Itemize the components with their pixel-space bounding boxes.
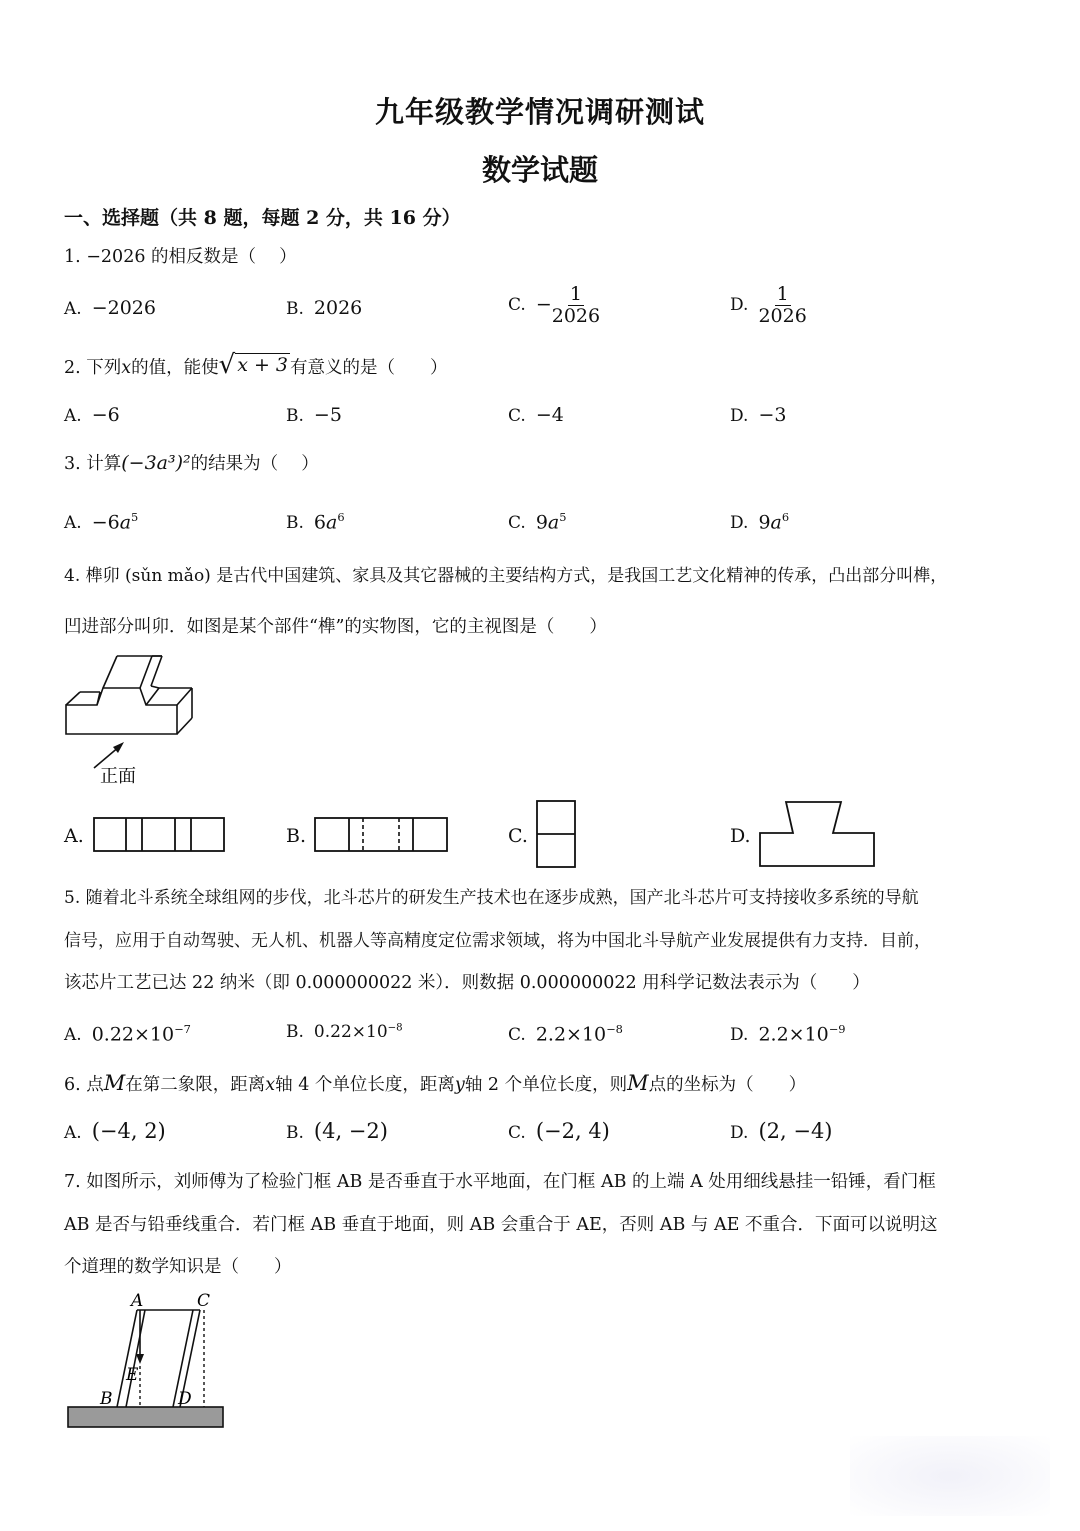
exponent: −8	[387, 1022, 403, 1034]
stem-text: 点的坐标为（ ）	[648, 1075, 807, 1095]
option-value: (−4, 2)	[91, 1119, 166, 1143]
q2-option-d[interactable]	[730, 404, 786, 426]
exam-subtitle: 数学试题	[481, 153, 598, 187]
mantissa: 0.22×10	[91, 1023, 175, 1046]
question-3-stem	[64, 452, 319, 475]
question-7-line-2: AB 是否与铅垂线重合．若门框 AB 垂直于地面，则 AB 会重合于 AE，否则 AB 与 AE 不重合．下面可以说明这	[64, 1215, 938, 1235]
option-label: D.	[730, 1123, 749, 1143]
coefficient: 9	[535, 511, 548, 534]
question-2-stem	[64, 352, 448, 379]
radicand: x + 3	[237, 354, 289, 377]
question-4-line-2: 凹进部分叫卯．如图是某个部件“榫”的实物图，它的主视图是（ ）	[64, 617, 607, 637]
option-value: −6	[91, 404, 120, 426]
q4-option-b-label[interactable]: B.	[286, 825, 307, 847]
ground-bar	[68, 1407, 223, 1427]
base: a	[119, 511, 132, 534]
option-value: (−2, 4)	[535, 1119, 610, 1143]
q2-option-a[interactable]	[64, 404, 120, 426]
option-label: C.	[508, 406, 526, 426]
corner-shading	[850, 1436, 1050, 1516]
q6-option-a[interactable]	[64, 1119, 166, 1143]
q5-option-a[interactable]	[64, 1022, 191, 1045]
q5-option-d[interactable]	[730, 1022, 846, 1045]
q1-option-c[interactable]	[508, 284, 600, 327]
y-axis-var: y	[454, 1075, 465, 1095]
option-label: D.	[730, 295, 749, 316]
option-value: −3	[758, 404, 787, 426]
stem-text: 的值，能使	[131, 358, 219, 378]
q2-option-c[interactable]	[508, 404, 564, 426]
option-value: −2026	[91, 297, 156, 319]
q1-option-d[interactable]	[730, 284, 807, 327]
q4-option-d-figure[interactable]	[758, 800, 878, 870]
coefficient: 9	[758, 511, 771, 534]
option-label: C.	[508, 295, 526, 316]
base: a	[547, 511, 560, 534]
coefficient: 6	[313, 511, 326, 534]
exponent: 6	[781, 510, 790, 524]
point-a-label: A	[131, 1291, 144, 1311]
stem-text: 轴 2 个单位长度，则	[464, 1075, 628, 1095]
stem-text: 在第二象限，距离	[125, 1075, 266, 1095]
q6-option-d[interactable]	[730, 1119, 833, 1143]
exponent: −8	[606, 1022, 623, 1036]
q3-option-a[interactable]	[64, 510, 138, 533]
stem-text: 的结果为（ ）	[190, 454, 319, 474]
q5-option-c[interactable]	[508, 1022, 623, 1045]
mantissa: 2.2×10	[535, 1023, 607, 1046]
option-label: A.	[64, 299, 82, 319]
option-label: A.	[64, 1025, 82, 1046]
question-6-stem	[64, 1071, 806, 1096]
tenon-3d-figure	[60, 650, 210, 790]
option-label: B.	[286, 1123, 304, 1143]
point-b-label: B	[100, 1389, 113, 1409]
exponent: −9	[828, 1022, 846, 1036]
option-label: B.	[286, 299, 304, 319]
question-1-stem: 1. −2026 的相反数是（ ）	[64, 247, 297, 267]
option-label: D.	[730, 513, 749, 534]
mantissa: 2.2×10	[758, 1023, 829, 1046]
q4-option-a-label[interactable]: A.	[64, 825, 84, 847]
option-label: A.	[64, 513, 82, 534]
option-value: −4	[535, 404, 564, 426]
question-7-line-1: 7. 如图所示，刘师傅为了检验门框 AB 是否垂直于水平地面，在门框 AB 的上端 A 处用细线悬挂一铅锤，看门框	[64, 1172, 936, 1192]
exponent: 5	[131, 510, 139, 524]
x-axis-var: x	[265, 1075, 276, 1095]
q3-option-c[interactable]	[508, 510, 566, 533]
point-d-label: D	[178, 1389, 192, 1409]
stem-text: 2. 下列	[64, 358, 122, 378]
option-value: (2, −4)	[758, 1119, 833, 1143]
q4-option-c-label[interactable]: C.	[508, 825, 528, 847]
front-view-label: 正面	[100, 766, 136, 787]
q2-option-b[interactable]	[286, 404, 342, 426]
numerator: 1	[569, 283, 582, 305]
option-label: D.	[730, 406, 749, 426]
stem-text: 3. 计算	[64, 454, 122, 474]
q1-option-b[interactable]	[286, 297, 362, 319]
q6-option-b[interactable]	[286, 1119, 388, 1143]
option-value: 2026	[313, 297, 363, 319]
stem-text: 6. 点	[64, 1075, 104, 1095]
option-label: C.	[508, 513, 526, 534]
variable: x	[121, 358, 132, 378]
option-label: B.	[286, 406, 304, 426]
question-5-line-2: 信号，应用于自动驾驶、无人机、机器人等高精度定位需求领域，将为中国北斗导航产业发展提供有力支持．目前，	[64, 931, 931, 951]
stem-text: 轴 4 个单位长度，距离	[275, 1075, 455, 1095]
section-heading: 一、选择题（共 8 题，每题 2 分，共 16 分）	[64, 207, 461, 229]
stem-text: 有意义的是（ ）	[290, 358, 448, 378]
q3-option-d[interactable]	[730, 510, 789, 533]
exponent: 6	[337, 510, 345, 524]
option-label: D.	[730, 1025, 749, 1046]
q3-option-b[interactable]	[286, 510, 345, 533]
exam-title: 九年级教学情况调研测试	[374, 95, 705, 129]
exponent: 5	[559, 510, 567, 524]
base: a	[770, 511, 782, 534]
option-label: A.	[64, 1123, 82, 1143]
option-label: A.	[64, 406, 82, 426]
q6-option-c[interactable]	[508, 1119, 610, 1143]
door-frame-figure	[60, 1288, 235, 1433]
numerator: 1	[776, 283, 789, 305]
fraction	[552, 284, 600, 327]
point-m: M	[103, 1071, 126, 1095]
option-value: −5	[313, 404, 342, 426]
exponent: −7	[174, 1022, 191, 1036]
point-m: M	[627, 1071, 649, 1095]
question-7-line-3: 个道理的数学知识是（ ）	[64, 1257, 292, 1277]
option-label: C.	[508, 1123, 526, 1143]
question-5-line-3: 该芯片工艺已达 22 纳米（即 0.000000022 米）．则数据 0.000000022 用科学记数法表示为（ ）	[64, 973, 870, 993]
question-5-line-1: 5. 随着北斗系统全球组网的步伐，北斗芯片的研发生产技术也在逐步成熟，国产北斗芯片可支持接收多系统的导航	[64, 888, 919, 908]
option-label: C.	[508, 1025, 526, 1046]
denominator: 2026	[758, 304, 807, 327]
point-c-label: C	[197, 1291, 211, 1311]
mantissa: 0.22×10	[313, 1022, 388, 1042]
q4-option-a-figure[interactable]	[93, 817, 226, 853]
coefficient: −6	[91, 511, 120, 534]
point-e-label: E	[126, 1365, 139, 1385]
q4-option-b-figure[interactable]	[314, 817, 449, 853]
square-root: √ x + 3	[218, 350, 289, 380]
question-4-line-1: 4. 榫卯 (sǔn mǎo) 是古代中国建筑、家具及其它器械的主要结构方式，是我国工艺文化精神的传承，凸出部分叫榫，	[64, 566, 948, 586]
q5-option-b[interactable]	[286, 1022, 403, 1042]
denominator: 2026	[551, 304, 601, 327]
base: a	[326, 511, 338, 534]
option-value: (4, −2)	[313, 1119, 388, 1143]
fraction	[758, 284, 806, 327]
q4-option-d-label[interactable]: D.	[730, 825, 751, 847]
option-label: B.	[286, 1022, 304, 1042]
fraction-sign: −	[535, 293, 552, 316]
expression: (−3a³)²	[121, 452, 191, 474]
q4-option-c-figure[interactable]	[536, 800, 578, 870]
q1-option-a[interactable]	[64, 297, 156, 319]
option-label: B.	[286, 513, 304, 534]
